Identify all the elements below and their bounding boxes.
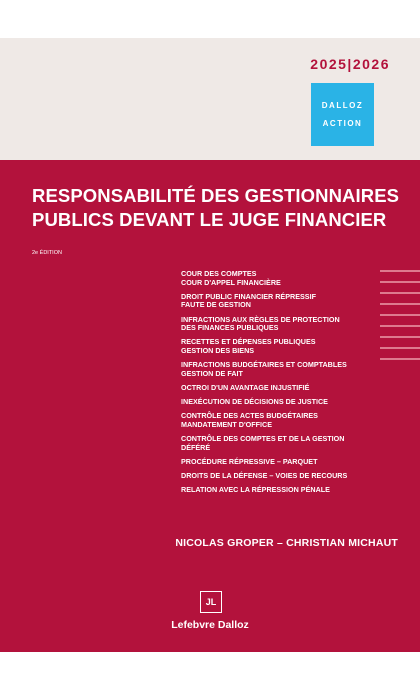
topic-line: CONTRÔLE DES ACTES BUDGÉTAIRES [181,411,318,421]
topic-item [181,435,381,452]
edition-years: 2025|2026 [310,56,390,72]
topic-item [181,384,381,393]
topic-line: INFRACTIONS AUX RÈGLES DE PROTECTION [181,314,340,324]
topic-line: INEXÉCUTION DE DÉCISIONS DE JUSTICE [181,397,328,407]
topic-item [181,293,381,310]
stripe [380,281,420,283]
topic-line: DÉFÉRÉ [181,442,211,452]
topic-item [181,458,381,467]
collection-name-line1: DALLOZ [321,100,364,110]
topic-line: COUR D'APPEL FINANCIÈRE [181,277,281,287]
topic-line: CONTRÔLE DES COMPTES ET DE LA GESTION [181,434,345,444]
topic-line: COUR DES COMPTES [181,269,257,278]
book-cover [0,38,420,652]
collection-badge [311,83,374,146]
stripe [380,336,420,338]
topic-item [181,398,381,407]
topic-line: GESTION DE FAIT [181,368,243,378]
book-title-line1: RESPONSABILITÉ DES GESTIONNAIRES [32,185,400,206]
edition-label: 2e ÉDITION [32,250,62,256]
publisher-name: Lefebvre Dalloz [171,619,249,631]
topic-item [181,361,381,378]
topic-line: OCTROI D'UN AVANTAGE INJUSTIFIÉ [181,382,310,392]
stripe [380,270,420,272]
topic-line: INFRACTIONS BUDGÉTAIRES ET COMPTABLES [181,360,347,370]
stripe [380,314,420,316]
cover-top-band [0,38,420,160]
stripe [380,347,420,349]
topic-item [181,412,381,429]
authors: NICOLAS GROPER – CHRISTIAN MICHAUT [175,537,398,549]
book-title-line2: PUBLICS DEVANT LE JUGE FINANCIER [32,209,387,230]
book-title [32,184,402,232]
topic-item [181,472,381,481]
topics-list [181,270,381,500]
topic-line: DROIT PUBLIC FINANCIER RÉPRESSIF [181,291,316,301]
topic-line: DES FINANCES PUBLIQUES [181,323,279,333]
publisher-logo-icon: JL [200,591,222,613]
topic-item [181,316,381,333]
decorative-stripes [380,270,420,390]
topic-item [181,486,381,495]
topic-item [181,270,381,287]
stripe [380,358,420,360]
topic-line: DROITS DE LA DÉFENSE – VOIES DE RECOURS [181,471,348,481]
collection-name-line2: ACTION [322,118,363,128]
topic-line: RELATION AVEC LA RÉPRESSION PÉNALE [181,485,330,495]
stripe [380,325,420,327]
topic-line: GESTION DES BIENS [181,345,255,355]
topic-line: FAUTE DE GESTION [181,300,251,310]
cover-main-band [0,160,420,652]
topic-line: PROCÉDURE RÉPRESSIVE – PARQUET [181,456,318,466]
topic-item [181,338,381,355]
topic-line: RECETTES ET DÉPENSES PUBLIQUES [181,337,316,347]
stripe [380,303,420,305]
topic-line: MANDATEMENT D'OFFICE [181,419,273,429]
stripe [380,292,420,294]
